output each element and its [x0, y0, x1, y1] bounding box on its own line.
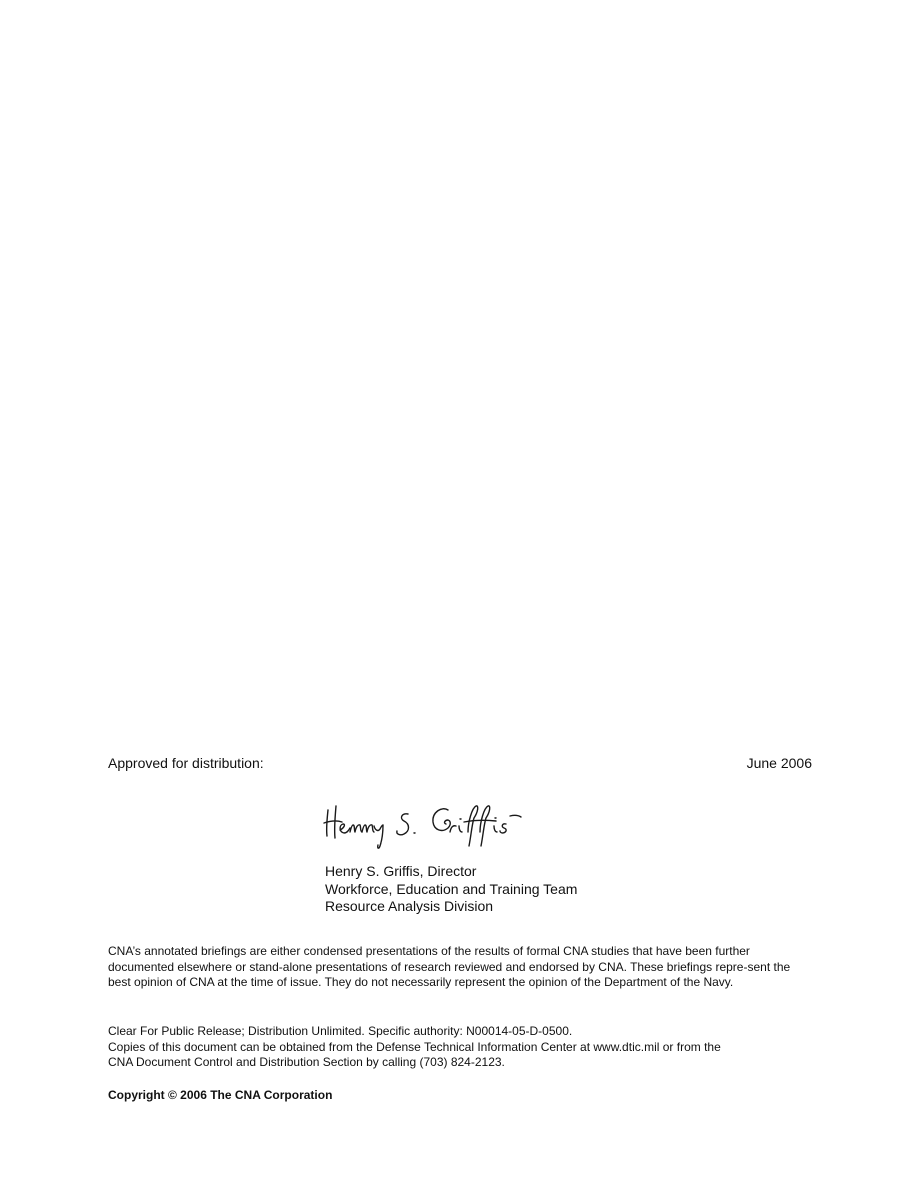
copyright-notice: Copyright © 2006 The CNA Corporation	[108, 1088, 333, 1102]
approval-date: June 2006	[746, 755, 812, 771]
approval-row	[108, 755, 812, 773]
disclaimer-paragraph: CNA’s annotated briefings are either condensed presentations of the results of formal CNA studies that have been further documented elsewhere or stand-alone presentations of research reviewed and endorsed by CNA. These briefings repre-sent the best opinion of CNA at the time of issue. They do not necessarily represent the opinion of the Department of the Navy.	[108, 944, 791, 989]
signatory-name-title: Henry S. Griffis, Director	[325, 863, 477, 879]
release-authority-line: Clear For Public Release; Distribution Unlimited. Specific authority: N00014-05-D-0500.	[108, 1024, 573, 1038]
signature-image	[322, 796, 542, 856]
signatory-division: Resource Analysis Division	[325, 898, 494, 914]
release-contact-line: CNA Document Control and Distribution Section by calling (703) 824-2123.	[108, 1055, 505, 1069]
release-copies-line: Copies of this document can be obtained from the Defense Technical Information Center at www.dtic.mil or from the	[108, 1039, 721, 1054]
approval-label: Approved for distribution:	[108, 755, 264, 771]
signatory-block	[325, 863, 577, 916]
release-notice	[108, 1024, 814, 1071]
signatory-team: Workforce, Education and Training Team	[325, 880, 578, 897]
